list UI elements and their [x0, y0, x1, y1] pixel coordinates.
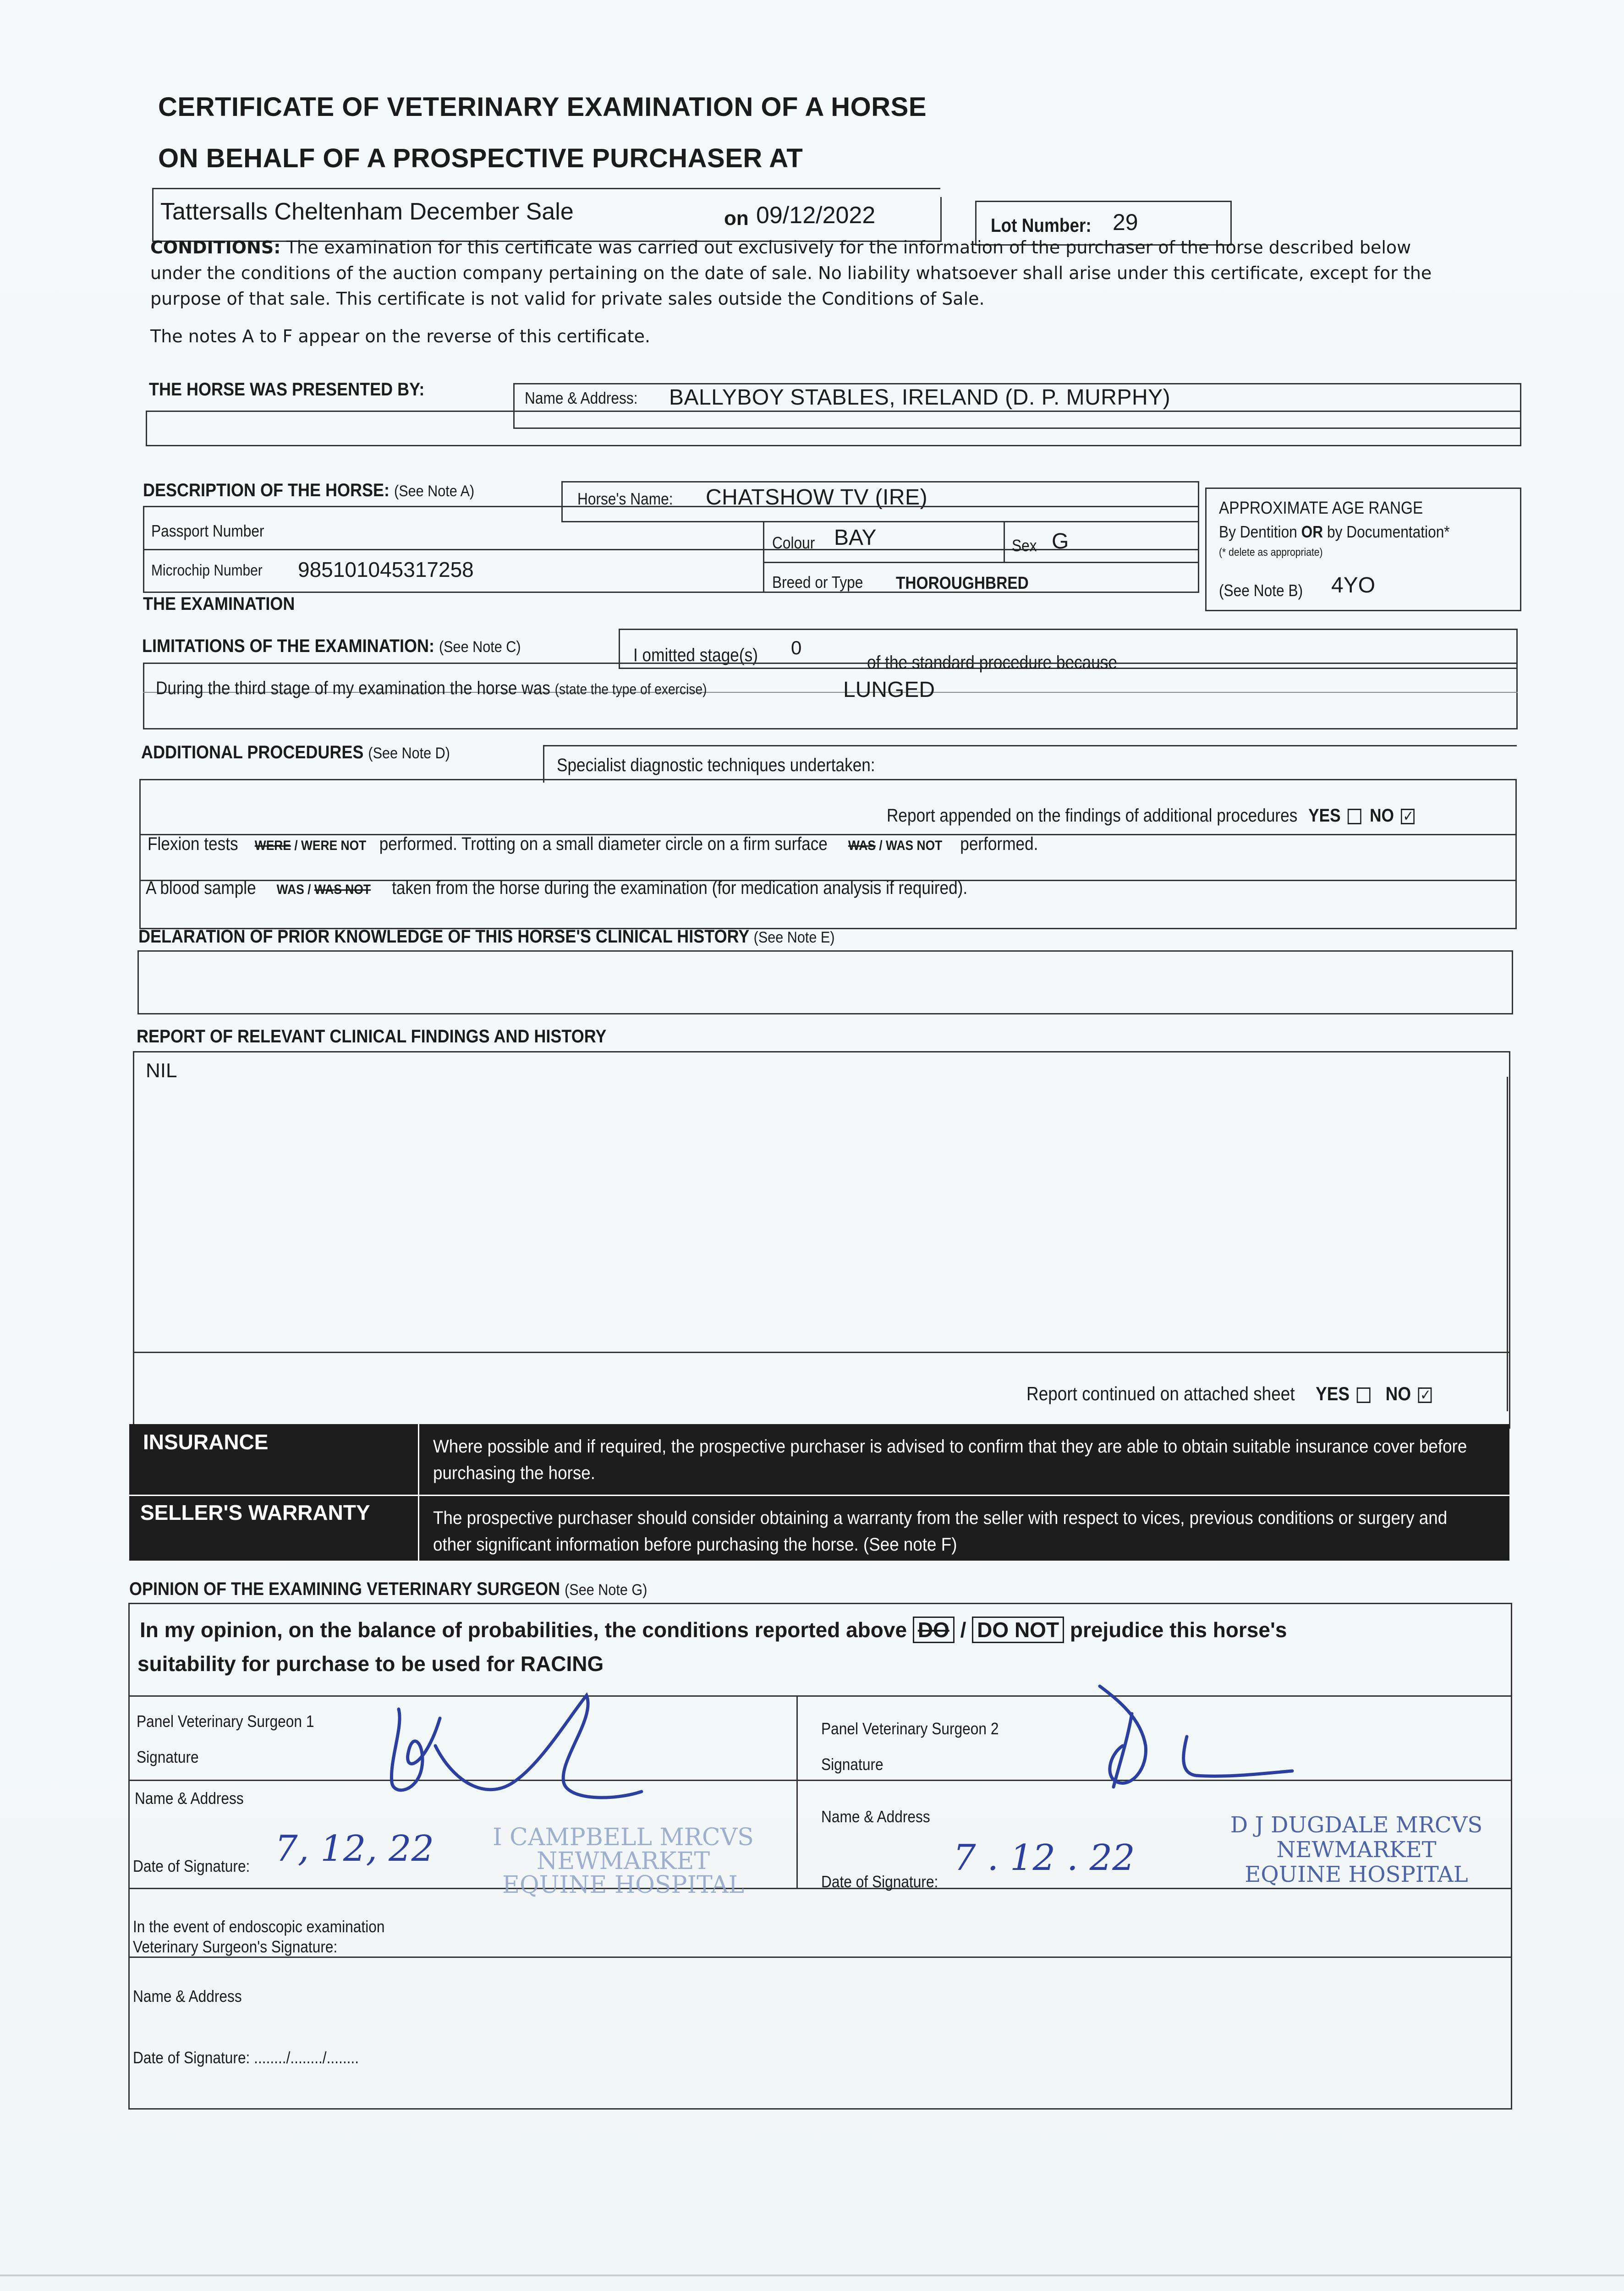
- age-method: [1219, 522, 1450, 542]
- opinion-line-1-start: In my opinion, on the balance of probabilities, the conditions reported above: [140, 1618, 907, 1642]
- surgeon2-signature-label: Signature: [821, 1755, 883, 1774]
- surgeon2-stamp-line-3: EQUINE HOSPITAL: [1245, 1862, 1468, 1887]
- presented-address-line: [146, 411, 1521, 446]
- endoscopic-address-label: Name & Address: [133, 1987, 242, 2006]
- description-heading-text: DESCRIPTION OF THE HORSE:: [143, 480, 390, 500]
- blood-row: [146, 878, 967, 899]
- additional-note: (See Note D): [368, 745, 450, 762]
- endoscopic-date: [133, 2048, 359, 2067]
- opinion-do-struck: DO: [913, 1617, 955, 1643]
- sale-name: Tattersalls Cheltenham December Sale: [160, 198, 574, 225]
- lot-number-label: Lot Number:: [991, 214, 1092, 236]
- colour-label: Colour: [772, 533, 815, 552]
- lot-number-value: 29: [1113, 209, 1138, 235]
- age-delete-hint: (* delete as appropriate): [1219, 546, 1323, 559]
- blood-label: A blood sample: [146, 878, 256, 898]
- report-continued-text: Report continued on attached sheet: [1026, 1383, 1295, 1404]
- microchip-value: 985101045317258: [298, 558, 474, 581]
- sale-on-label: on: [724, 207, 749, 230]
- flexion-label: Flexion tests: [148, 834, 238, 854]
- specialist-label: Specialist diagnostic techniques undertaken:: [557, 755, 875, 775]
- continued-no-label: NO: [1385, 1383, 1411, 1404]
- conditions-body: The examination for this certificate was carried out exclusively for the information of the purchaser of the horse described below under the conditions of the auction company pertaining on the date of sale. No liability whatsoever shall arise under this certificate, except for the purpose of that sale. This certificate is not valid for private sales outside the Conditions of Sale.: [150, 237, 1432, 309]
- declaration-note: (See Note E): [753, 929, 835, 946]
- age-by-dentition: By Dentition: [1219, 522, 1297, 541]
- presented-label: Name & Address:: [525, 389, 638, 407]
- surgeon1-label: Panel Veterinary Surgeon 1: [137, 1712, 314, 1731]
- third-stage-hint: (state the type of exercise): [554, 681, 707, 697]
- endoscopic-line-2: Veterinary Surgeon's Signature:: [133, 1937, 338, 1956]
- endoscopic-line-1: In the event of endoscopic examination: [133, 1917, 385, 1936]
- appended-yes-label: YES: [1308, 806, 1341, 826]
- third-stage-value: LUNGED: [843, 678, 935, 702]
- surgeon2-date-value: 7 . 12 . 22: [953, 1837, 1135, 1879]
- opinion-note: (See Note G): [565, 1581, 647, 1599]
- trot-was-not: / WAS NOT: [879, 838, 943, 853]
- age-value: 4YO: [1331, 573, 1376, 597]
- additional-heading: [141, 742, 450, 763]
- blood-end: taken from the horse during the examination (for medication analysis if required).: [392, 878, 968, 898]
- report-value: NIL: [146, 1059, 177, 1082]
- appended-no-checkbox[interactable]: [1401, 809, 1415, 824]
- surgeon1-stamp-line-2: NEWMARKET: [536, 1847, 710, 1875]
- report-appended: [887, 806, 1415, 826]
- surgeon2-stamp-line-2: NEWMARKET: [1276, 1837, 1437, 1863]
- omitted-label: I omitted stage(s): [633, 645, 758, 665]
- age-note: (See Note B): [1219, 581, 1303, 600]
- horse-name-label: Horse's Name:: [577, 489, 673, 508]
- omitted-because: of the standard procedure because: [867, 652, 1117, 673]
- flexion-options: [255, 838, 370, 853]
- conditions-notes: The notes A to F appear on the reverse of this certificate.: [150, 326, 651, 346]
- insurance-text: Where possible and if required, the prospective purchaser is advised to confirm that they are able to obtain suitable insurance cover before purchasing the horse.: [433, 1436, 1467, 1483]
- third-stage-text: During the third stage of my examination the horse was: [156, 678, 550, 698]
- flexion-mid: performed. Trotting on a small diameter circle on a firm surface: [379, 834, 828, 854]
- sex-value: G: [1052, 529, 1069, 554]
- surgeon2-date-label: Date of Signature:: [821, 1872, 938, 1891]
- scan-edge: [0, 2275, 1624, 2276]
- opinion-heading-text: OPINION OF THE EXAMINING VETERINARY SURGEON: [129, 1579, 560, 1599]
- limitations-heading: [142, 636, 521, 657]
- sex-label: Sex: [1012, 536, 1037, 555]
- flexion-row: [148, 834, 1038, 855]
- report-heading: REPORT OF RELEVANT CLINICAL FINDINGS AND HISTORY: [137, 1026, 607, 1047]
- breed-label: Breed or Type: [772, 573, 863, 592]
- presented-value: BALLYBOY STABLES, IRELAND (D. P. MURPHY): [669, 385, 1171, 410]
- passport-label: Passport Number: [151, 521, 264, 540]
- third-stage-label: [156, 678, 707, 699]
- surgeon2-label: Panel Veterinary Surgeon 2: [821, 1719, 999, 1738]
- appended-no-label: NO: [1370, 806, 1394, 826]
- opinion-line-1-end: prejudice this horse's: [1070, 1618, 1287, 1642]
- colour-value: BAY: [834, 526, 877, 550]
- sale-date: 09/12/2022: [756, 202, 876, 229]
- trot-was-struck: WAS: [848, 838, 876, 853]
- opinion-heading: [129, 1579, 647, 1600]
- flexion-were-struck: WERE: [254, 838, 291, 853]
- opinion-line-2: suitability for purchase to be used for RACING: [137, 1652, 604, 1676]
- age-heading: APPROXIMATE AGE RANGE: [1219, 499, 1423, 518]
- declaration-heading-text: DELARATION OF PRIOR KNOWLEDGE OF THIS HORSE'S CLINICAL HISTORY: [138, 926, 749, 947]
- omitted-value: 0: [791, 637, 802, 658]
- age-by-documentation: by Documentation*: [1327, 522, 1450, 541]
- limitations-note: (See Note C): [439, 638, 521, 656]
- trot-options: [848, 838, 946, 853]
- description-note: (See Note A): [394, 482, 475, 500]
- conditions-text: [150, 235, 1461, 312]
- title-line-2: ON BEHALF OF A PROSPECTIVE PURCHASER AT: [158, 143, 803, 173]
- surgeon1-stamp-line-3: EQUINE HOSPITAL: [502, 1871, 744, 1899]
- endoscopic-date-blank: ......../......../........: [254, 2048, 359, 2067]
- breed-value: THOROUGHBRED: [896, 574, 1029, 593]
- warranty-label: SELLER'S WARRANTY: [140, 1501, 370, 1524]
- report-appended-text: Report appended on the findings of additional procedures: [887, 806, 1298, 826]
- surgeon2-stamp-line-1: D J DUGDALE MRCVS: [1230, 1812, 1483, 1838]
- declaration-box: [137, 950, 1513, 1014]
- report-continued: [1026, 1383, 1432, 1405]
- appended-yes-checkbox[interactable]: [1348, 809, 1361, 824]
- surgeon2-signature: [1091, 1677, 1301, 1796]
- insurance-label: INSURANCE: [143, 1430, 269, 1454]
- report-box: [133, 1051, 1510, 1429]
- blood-was-not-struck: WAS NOT: [314, 882, 371, 897]
- endoscopic-date-label: Date of Signature:: [133, 2048, 250, 2067]
- trot-end: performed.: [960, 834, 1038, 854]
- surgeon1-date-value: 7, 12, 22: [275, 1828, 434, 1869]
- surgeon2-address-label: Name & Address: [821, 1807, 930, 1826]
- surgeon1-stamp-line-1: I CAMPBELL MRCVS: [493, 1824, 754, 1851]
- surgeon1-signature: [348, 1691, 678, 1805]
- opinion-line-1: [140, 1617, 1287, 1642]
- conditions-label: CONDITIONS:: [150, 237, 281, 258]
- surgeon1-date-label: Date of Signature:: [133, 1857, 250, 1875]
- opinion-slash: /: [960, 1618, 966, 1642]
- description-heading: [143, 480, 474, 501]
- surgeon1-address-label: Name & Address: [135, 1789, 244, 1808]
- surgeon1-signature-label: Signature: [137, 1748, 199, 1766]
- continued-yes-checkbox[interactable]: [1357, 1387, 1371, 1403]
- limitations-heading-text: LIMITATIONS OF THE EXAMINATION:: [142, 636, 434, 656]
- declaration-heading: [138, 926, 835, 947]
- additional-heading-text: ADDITIONAL PROCEDURES: [141, 742, 364, 762]
- horse-name-value: CHATSHOW TV (IRE): [706, 485, 928, 510]
- surgeon2-stamp: [1219, 1813, 1494, 1887]
- title-line-1: CERTIFICATE OF VETERINARY EXAMINATION OF A HORSE: [158, 92, 927, 122]
- presented-heading: THE HORSE WAS PRESENTED BY:: [149, 379, 425, 400]
- warranty-text: The prospective purchaser should consider obtaining a warranty from the seller with respect to vices, previous conditions or surgery and other significant information before purchasing the horse. (See note F): [433, 1508, 1448, 1555]
- opinion-do-not: DO NOT: [972, 1617, 1064, 1643]
- age-or: OR: [1301, 522, 1323, 541]
- flexion-were-not: / WERE NOT: [294, 838, 367, 853]
- blood-options: [277, 882, 374, 897]
- microchip-label: Microchip Number: [151, 562, 263, 579]
- continued-no-checkbox[interactable]: [1418, 1387, 1432, 1403]
- examination-heading: THE EXAMINATION: [143, 594, 295, 614]
- continued-yes-label: YES: [1316, 1383, 1350, 1404]
- blood-was: WAS /: [276, 882, 311, 897]
- surgeon1-stamp: [477, 1825, 770, 1897]
